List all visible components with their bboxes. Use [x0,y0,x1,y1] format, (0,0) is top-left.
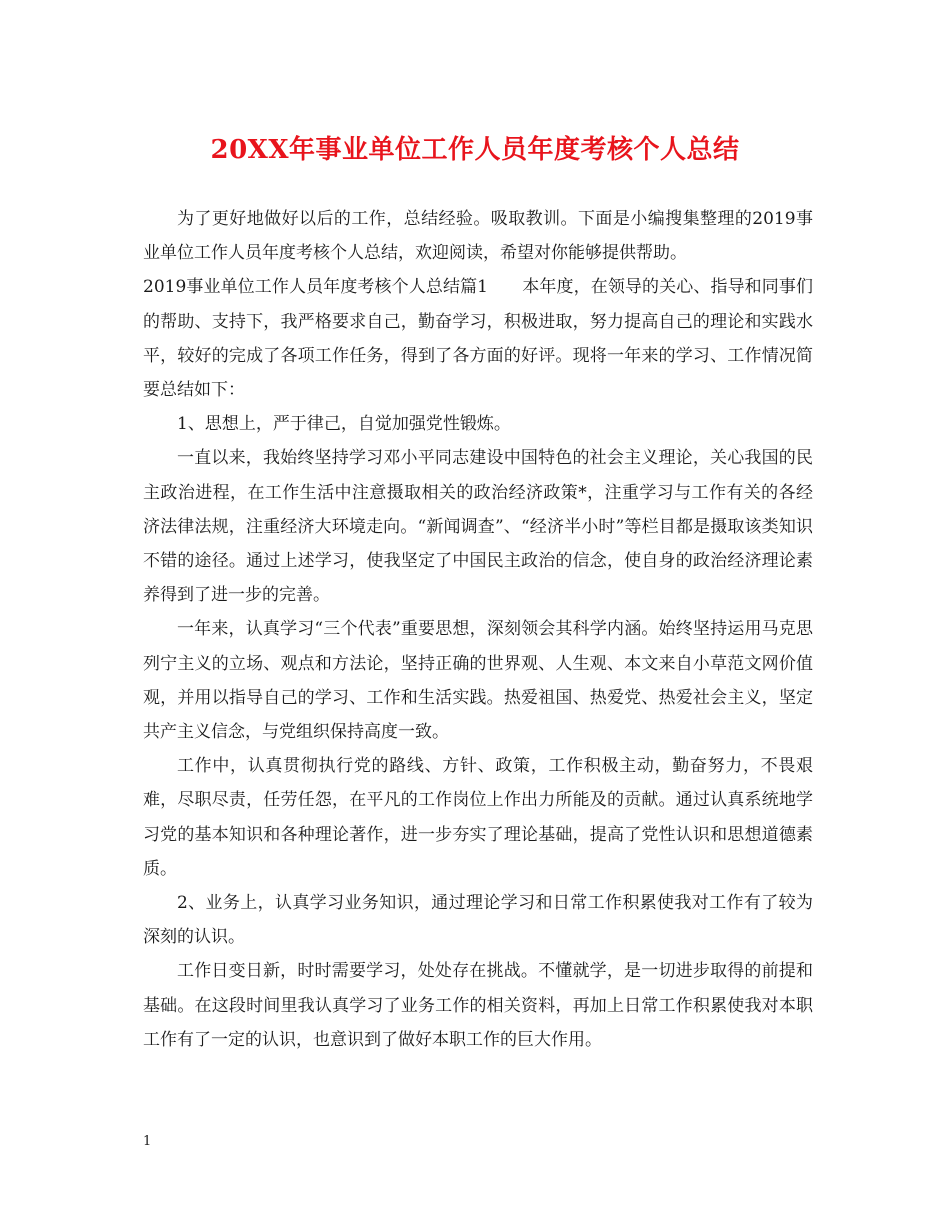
page-number: 1 [143,1134,152,1149]
document-body [143,202,813,1057]
paragraph-work-attitude: 工作中，认真贯彻执行党的路线、方针、政策，工作积极主动，勤奋努力，不畏艰难，尽职尽责，任劳任怨，在平凡的工作岗位上作出力所能及的贡献。通过认真系统地学习党的基本知识和各种理论著作，进一步夯实了理论基础，提高了党性认识和思想道德素质。 [143,756,813,879]
paragraph-heading-business: 2、业务上，认真学习业务知识，通过理论学习和日常工作积累使我对工作有了较为深刻的认识。 [143,893,813,948]
paragraph-theory-study: 一直以来，我始终坚持学习邓小平同志建设中国特色的社会主义理论，关心我国的民主政治进程，在工作生活中注意摄取相关的政治经济政策*，注重学习与工作有关的各经济法律法规，注重经济大环境走向。“新闻调查”、“经济半小时”等栏目都是摄取该类知识不错的途径。通过上述学习，使我坚定了中国民主政治的信念，使自身的政治经济理论素养得到了进一步的完善。 [143,448,813,606]
paragraph-heading-ideology: 1、思想上，严于律己，自觉加强党性锻炼。 [177,414,511,435]
paragraph-business-learning: 工作日变日新，时时需要学习，处处存在挑战。不懂就学，是一切进步取得的前提和基础。在这段时间里我认真学习了业务工作的相关资料，再加上日常工作积累使我对本职工作有了一定的认识，也意识到了做好本职工作的巨大作用。 [143,961,813,1050]
paragraph-section-1-opening: 2019事业单位工作人员年度考核个人总结篇1 本年度，在领导的关心、指导和同事们的帮助、支持下，我严格要求自己，勤奋学习，积极进取，努力提高自己的理论和实践水平，较好的完成了各项工作任务，得到了各方面的好评。现将一年来的学习、工作情况简要总结如下： [143,277,813,401]
document-title: 20XX年事业单位工作人员年度考核个人总结 [210,135,740,165]
paragraph-intro: 为了更好地做好以后的工作，总结经验。吸取教训。下面是小编搜集整理的2019事业单位工作人员年度考核个人总结，欢迎阅读，希望对你能够提供帮助。 [143,209,813,264]
paragraph-three-represents: 一年来，认真学习“三个代表”重要思想，深刻领会其科学内涵。始终坚持运用马克思列宁主义的立场、观点和方法论，坚持正确的世界观、人生观、本文来自小草范文网价值观，并用以指导自己的学习、工作和生活实践。热爱祖国、热爱党、热爱社会主义，坚定共产主义信念，与党组织保持高度一致。 [143,619,813,743]
